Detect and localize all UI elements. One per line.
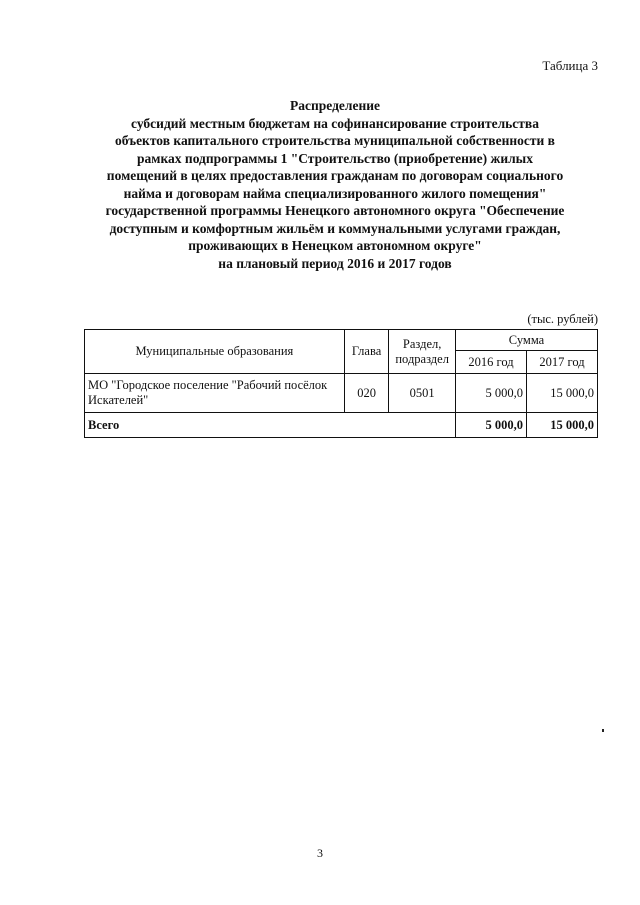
title-line: Распределение [289, 98, 381, 113]
total-label: Всего [85, 413, 456, 438]
scan-speck [602, 729, 604, 732]
header-section: Раздел, подраздел [389, 330, 456, 374]
header-municipality: Муниципальные образования [85, 330, 345, 374]
cell-year-2017: 15 000,0 [526, 374, 597, 413]
total-year-2016: 5 000,0 [456, 413, 527, 438]
total-year-2017: 15 000,0 [526, 413, 597, 438]
header-chapter: Глава [344, 330, 389, 374]
title-line: проживающих в Ненецком автономном округе" [188, 238, 482, 253]
cell-chapter: 020 [344, 374, 389, 413]
table-row [85, 374, 598, 413]
document-title [60, 97, 610, 272]
header-year-2016: 2016 год [456, 351, 527, 374]
table-number-label: Таблица 3 [542, 58, 598, 73]
title-line: рамках подпрограммы 1 "Строительство (приобретение) жилых [137, 150, 533, 166]
cell-municipality: МО "Городское поселение "Рабочий посёлок Искателей" [85, 374, 345, 413]
distribution-table [84, 329, 598, 438]
title-line: субсидий местным бюджетам на софинансирование строительства [131, 115, 539, 131]
title-line: объектов капитального строительства муниципальной собственности в [115, 133, 555, 148]
title-line: найма и договорам найма специализированного жилого помещения" [123, 185, 547, 201]
title-line: помещений в целях предоставления гражданам по договорам социального [106, 168, 564, 183]
cell-section: 0501 [389, 374, 456, 413]
units-label: (тыс. рублей) [527, 312, 598, 326]
table-total-row [85, 413, 598, 438]
title-line: на плановый период 2016 и 2017 годов [218, 255, 452, 271]
page-number: 3 [317, 846, 323, 860]
header-year-2017: 2017 год [526, 351, 597, 374]
cell-year-2016: 5 000,0 [456, 374, 527, 413]
title-line: государственной программы Ненецкого автономного округа "Обеспечение [105, 203, 565, 218]
table-header-row [85, 330, 598, 351]
header-sum: Сумма [456, 330, 598, 351]
title-line: доступным и комфортным жильём и коммунальными услугами граждан, [109, 220, 561, 236]
